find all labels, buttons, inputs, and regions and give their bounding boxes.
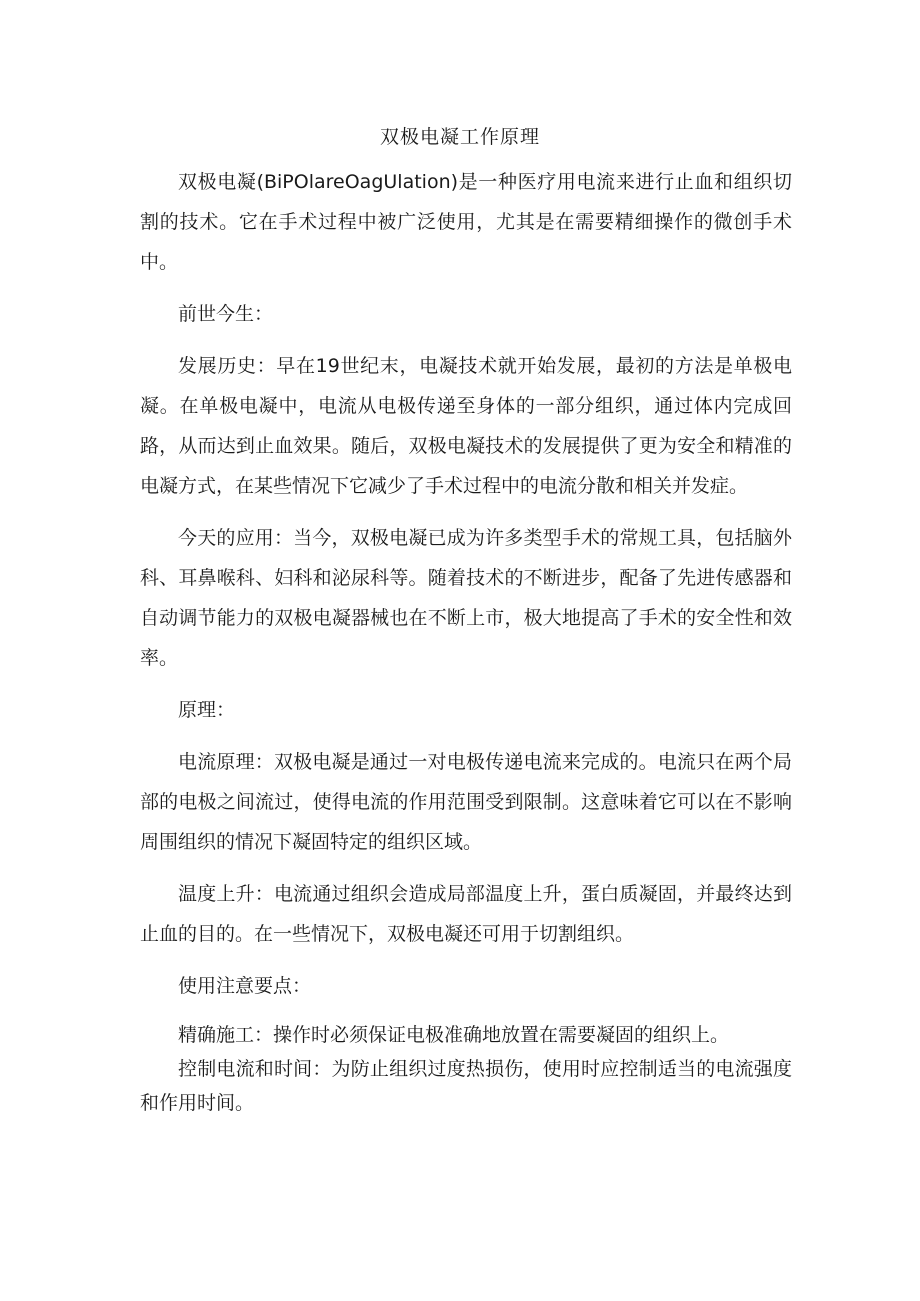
paragraph-temperature: 温度上升：电流通过组织会造成局部温度上升，蛋白质凝固，并最终达到止血的目的。在一些情况下，双极电凝还可用于切割组织。 [140, 883, 792, 945]
heading-principle: 原理： [178, 699, 236, 721]
document-title: 双极电凝工作原理 [379, 126, 540, 148]
paragraph-intro: 双极电凝(BiPOlareOagUlation)是一种医疗用电流来进行止血和组织切割的技术。它在手术过程中被广泛使用，尤其是在需要精细操作的微创手术中。 [140, 171, 792, 273]
heading-history: 前世今生： [178, 303, 274, 325]
paragraph-control-current: 控制电流和时间：为防止组织过度热损伤，使用时应控制适当的电流强度和作用时间。 [140, 1058, 792, 1114]
document-body [140, 162, 792, 1120]
paragraph-precise-placement: 精确施工：操作时必须保证电极准确地放置在需要凝固的组织上。 [178, 1024, 730, 1046]
paragraph-history: 发展历史：早在19世纪末，电凝技术就开始发展，最初的方法是单极电凝。在单极电凝中，电流从电极传递至身体的一部分组织，通过体内完成回路，从而达到止血效果。随后，双极电凝技术的发展提供了更为安全和精准的电凝方式，在某些情况下它减少了手术过程中的电流分散和相关并发症。 [140, 355, 792, 497]
paragraph-applications: 今天的应用：当今，双极电凝已成为许多类型手术的常规工具，包括脑外科、耳鼻喉科、妇科和泌尿科等。随着技术的不断进步，配备了先进传感器和自动调节能力的双极电凝器械也在不断上市，极大地提高了手术的安全性和效率。 [140, 527, 792, 669]
paragraph-current-principle: 电流原理：双极电凝是通过一对电极传递电流来完成的。电流只在两个局部的电极之间流过，使得电流的作用范围受到限制。这意味着它可以在不影响周围组织的情况下凝固特定的组织区域。 [140, 751, 792, 853]
heading-usage-notes: 使用注意要点： [178, 975, 312, 997]
